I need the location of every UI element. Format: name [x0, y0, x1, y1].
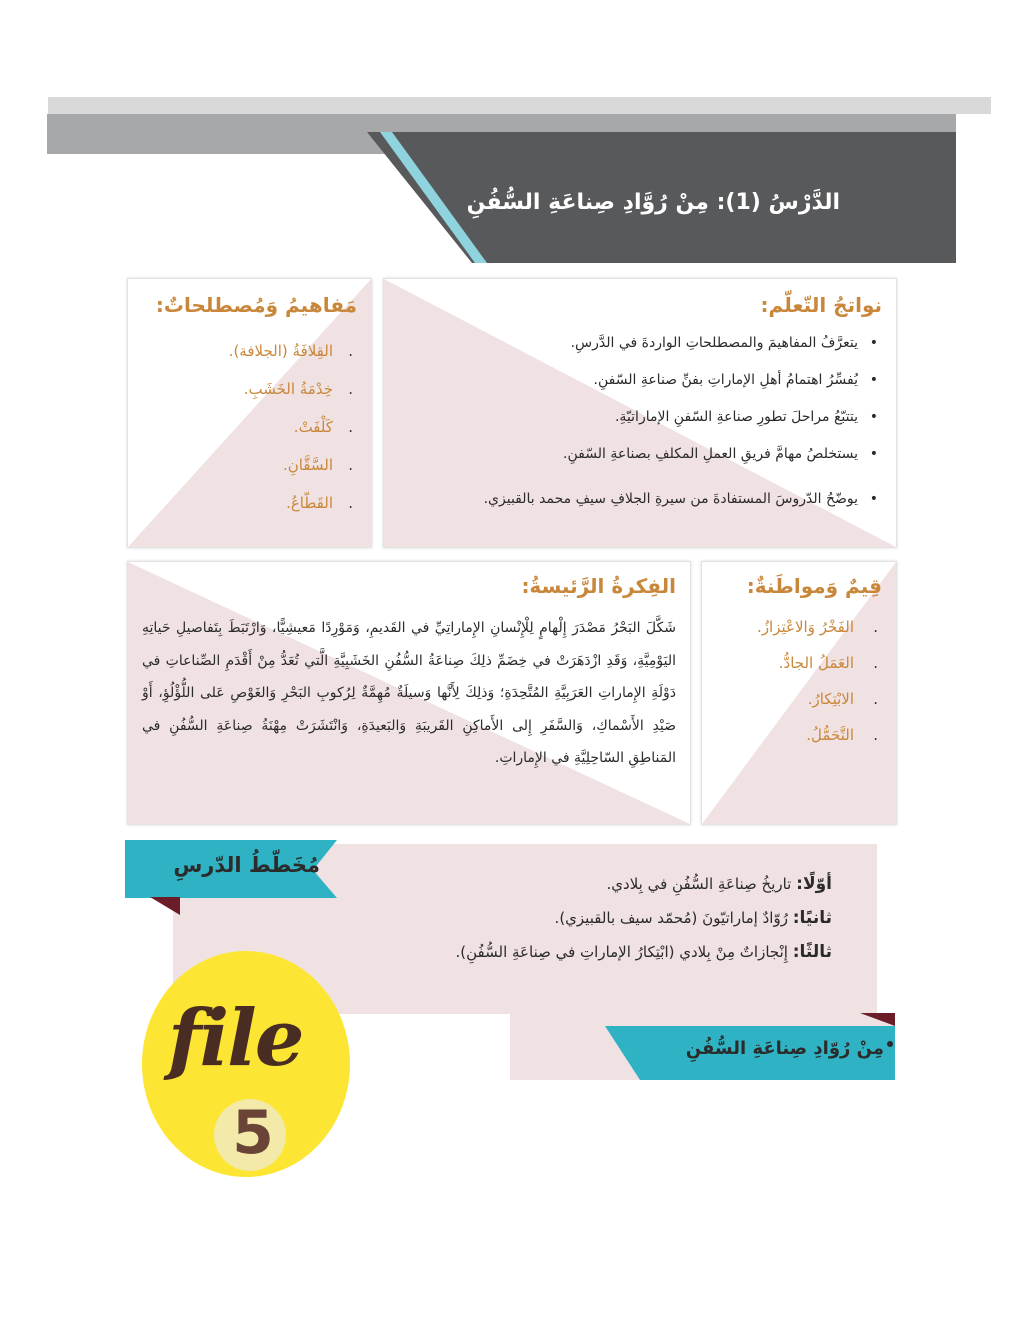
- list-item: ثالثًا: إِنْجازاتٌ مِنْ بِلادي (ابْتِكارُ الإماراتِ في صِناعَةِ السُّفُنِ).: [455, 942, 832, 962]
- concepts-title: مَفاهيمُ وَمُصطلحاتٌ:: [155, 293, 357, 317]
- list-item: • يستخلصُ مهامَّ فريقِ العملِ المكلفِ بصناعةِ السّفنِ.: [563, 446, 878, 462]
- logo-digit: 5: [232, 1098, 274, 1168]
- list-item: . القِلافَةُ (الجلافة).: [228, 342, 353, 360]
- main-idea-paragraph: شَكَّلَ البَحْرُ مَصْدَرَ إِلْهامٍ لِلْإِنْسانِ الإِماراتِيِّ في القَديمِ، وَمَوْرِدًا مَعيشِيًّا، وَارْتَبَطَ بِتَفاصيلِ حَياتِهِ اليَوْمِيَّةِ، وَقَدِ ازْدَهَرَتْ في خِضَمِّ ذلِكَ صِناعَةُ السُّفُنِ الخَشَبِيَّةِ الَّتي تُعَدُّ مِنْ أَقْدَمِ الصِّناعاتِ في دَوْلَةِ الإِماراتِ العَرَبِيَّةِ المُتَّحِدَةِ؛ وَذلِكَ لِأَنَّها وَسيلَةٌ مُهِمَّةٌ لِرُكوبِ البَحْرِ وَالغَوْصِ عَلى اللُّؤْلُؤِ، أَوْ صَيْدِ الأَسْماكِ، وَالسَّفَرِ إِلى الأَماكِنِ القَريبَةِ وَالبَعيدَةِ، وَانْتَشَرَتْ مِهْنَةُ صِناعَةِ السُّفُنِ في المَناطِقِ السّاحِلِيَّةِ في الإِماراتِ.: [142, 620, 676, 766]
- list-item: . القَطّاعُ.: [286, 494, 353, 512]
- list-item: • يوضّحُ الدّروسَ المستفادةَ من سيرةِ الجلافِ سيفِ محمد بالقبيزي.: [483, 491, 878, 507]
- list-item: . الفَخْرُ وَالاعْتِزازُ.: [757, 618, 878, 636]
- list-item: • يتعرَّفُ المفاهيمَ والمصطلحاتِ الواردةَ في الدَّرسِ.: [570, 335, 878, 351]
- bullet-dot: [887, 1041, 893, 1047]
- learning-outcomes-list: [398, 334, 878, 535]
- concepts-panel: [127, 278, 372, 548]
- lesson-title: الدَّرْسُ (1): مِنْ رُوَّادِ صِناعَةِ السُّفُنِ: [466, 190, 840, 215]
- lesson-outline-title: مُخَطّطُ الدّرسِ: [173, 853, 320, 877]
- list-item: . السَّقَّانِ.: [282, 456, 353, 474]
- learning-outcomes-panel: [383, 278, 897, 548]
- list-item: . كَلْفَتْ.: [293, 418, 353, 436]
- list-item: أوّلًا: تاريخُ صِناعَةِ السُّفُنِ في بِلادي.: [606, 874, 832, 894]
- main-idea-title: الفِكرةُ الرَّئيسةُ:: [521, 574, 676, 598]
- learning-outcomes-title: نواتجُ التّعلّم:: [760, 293, 882, 317]
- lesson-outline-list: [456, 874, 833, 976]
- values-list: [757, 617, 878, 761]
- values-panel: [701, 561, 897, 825]
- logo-word: file: [168, 993, 303, 1084]
- values-title: قِيمٌ وَمواطَنةٌ:: [746, 574, 882, 598]
- list-item: ثانيًا: رُوّادٌ إماراتيّونَ (مُحمّد سيف بالقبيزي).: [554, 908, 832, 928]
- main-idea-panel: [127, 561, 691, 825]
- list-item: . خِدْمَةُ الخَشَبِ.: [243, 380, 353, 398]
- header-top-strip: [48, 97, 991, 114]
- bottom-lesson-title: مِنْ رُوّادِ صِناعَةِ السُّفُنِ: [685, 1038, 884, 1059]
- list-item: . التَّحَمُّلُ.: [806, 726, 878, 744]
- ribbon-fold-decoration: [150, 897, 180, 917]
- list-item: • يُفسِّرُ اهتمامُ أهلِ الإماراتِ بفنِّ صناعةِ السّفنِ.: [593, 372, 878, 388]
- concepts-list: [229, 341, 353, 531]
- list-item: . العَمَلُ الجادُّ.: [778, 654, 878, 672]
- list-item: • يتتبّعُ مراحلَ تطورِ صناعةِ السّفنِ الإماراتيّةِ.: [614, 409, 878, 425]
- header-title-band: [47, 114, 956, 263]
- list-item: . الابْتِكارُ.: [807, 690, 878, 708]
